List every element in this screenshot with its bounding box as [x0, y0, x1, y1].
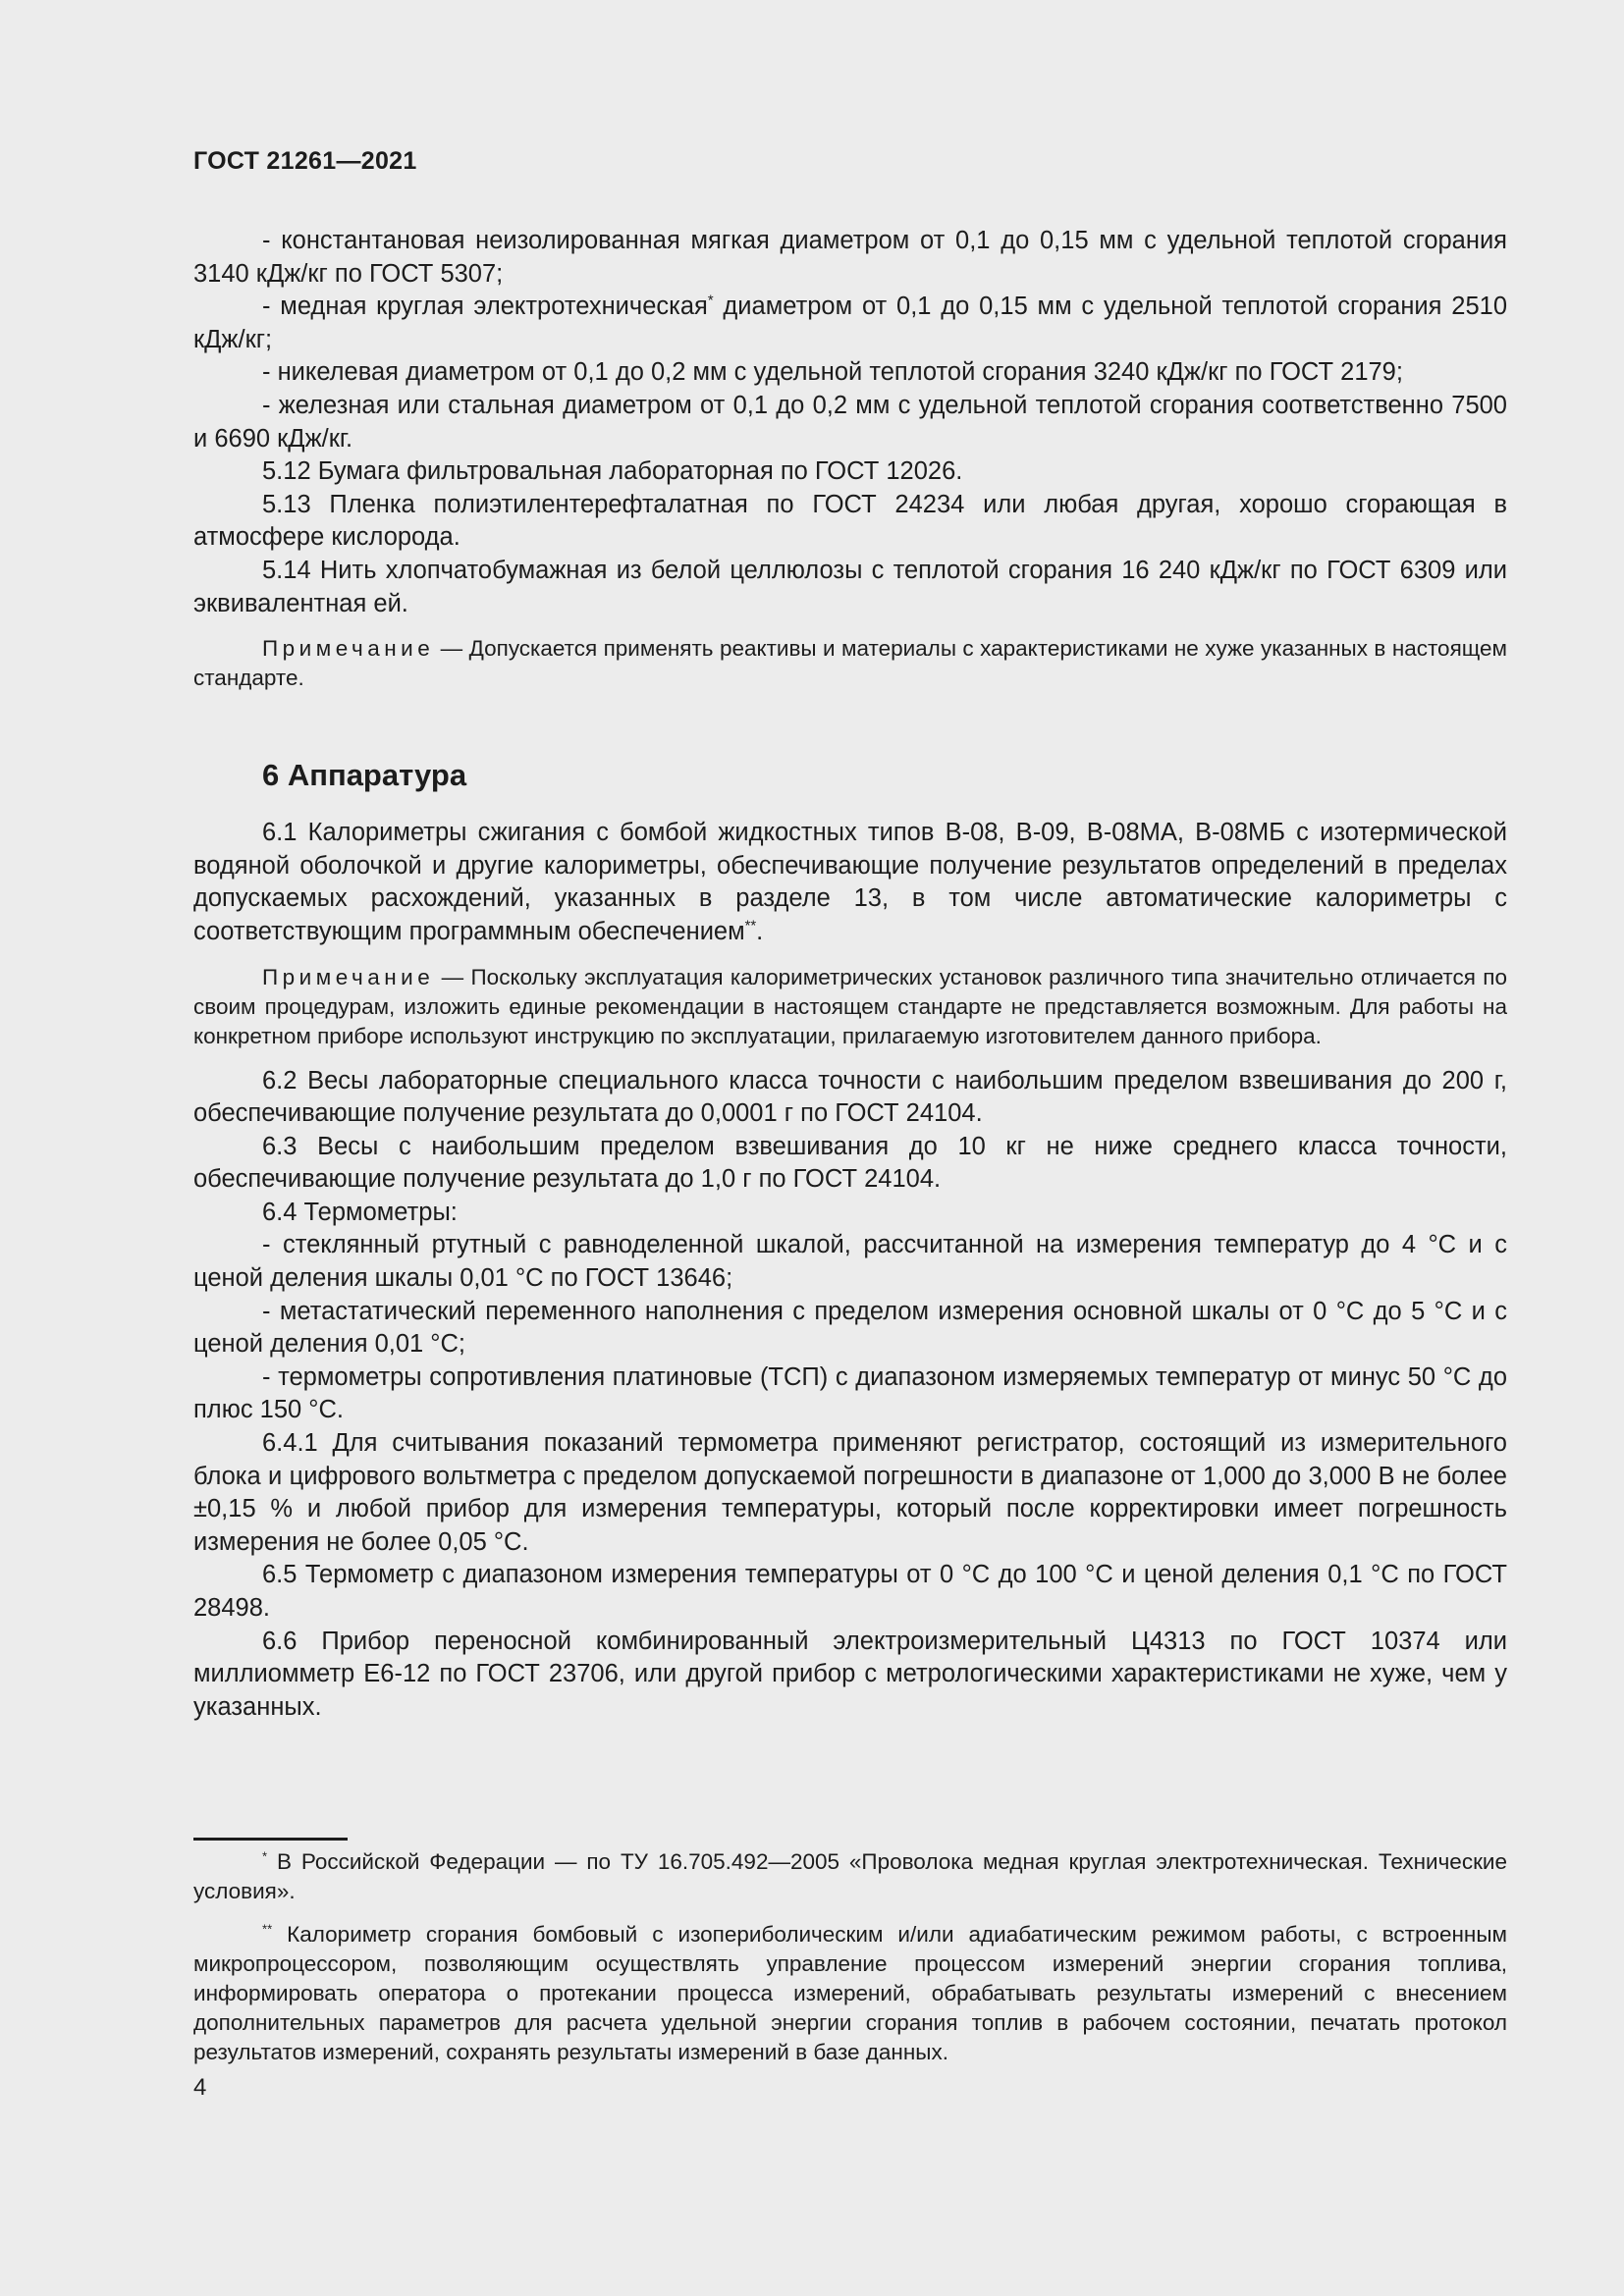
footnote-text: В Российской Федерации — по ТУ 16.705.492—2005 «Проволока медная круглая электротехническая. Технические условия». — [193, 1849, 1507, 1903]
clause-6-3: 6.3 Весы с наибольшим пределом взвешивания до 10 кг не ниже среднего класса точности, обеспечивающие получение результата до 1,0 г по ГОСТ 24104. — [193, 1132, 1507, 1194]
clause-6-2: 6.2 Весы лабораторные специального класса точности с наибольшим пределом взвешивания до 200 г, обеспечивающие получение результата до 0,0001 г по ГОСТ 24104. — [193, 1066, 1507, 1128]
thermometer-item-metastatic: - метастатический переменного наполнения с пределом измерения основной шкалы от 0 °С до 5 °С и с ценой деления 0,01 °С; — [193, 1297, 1507, 1359]
clause-6-4: 6.4 Термометры: — [262, 1198, 458, 1226]
wire-item-copper-text: - медная круглая электротехническая — [262, 293, 708, 321]
footnote-2 — [193, 1920, 1507, 2067]
wire-item-copper-text-end: диаметром от 0,1 до 0,15 мм с удельной теплотой сгорания 2510 кДж/кг; — [193, 293, 1508, 353]
footnote-ref-1[interactable]: * — [707, 293, 714, 309]
footnote-divider — [193, 1838, 348, 1841]
clause-5-13: 5.13 Пленка полиэтилентерефталатная по ГОСТ 24234 или любая другая, хорошо сгорающая в атмосфере кислорода. — [193, 490, 1507, 552]
clause-6-6: 6.6 Прибор переносной комбинированный электроизмерительный Ц4313 по ГОСТ 10374 или миллиомметр Е6-12 по ГОСТ 23706, или другой прибор с метрологическими характеристиками не хуже, чем у указанных. — [193, 1627, 1507, 1721]
section-heading: 6 Аппаратура — [262, 758, 467, 793]
footnote-1 — [193, 1847, 1507, 1906]
footnote-mark: * — [262, 1848, 268, 1864]
note-text: — Поскольку эксплуатация калориметрических установок различного типа значительно отличается по своим процедурам, изложить единые рекомендации в настоящем стандарте не представляется возможным. Для работы на конкретном приборе используют инструкцию по эксплуатации, прилагаемую изготовителем данного прибора. — [193, 964, 1507, 1048]
note-reagents — [193, 634, 1507, 693]
footnote-text: Калориметр сгорания бомбовый с изопериболическим и/или адиабатическим режимом работы, с встроенным микропроцессором, позволяющим осуществлять управление процессом измерений энергии сгорания топлива, информировать оператора о протекании процесса измерений, обрабатывать результаты измерений с внесением дополнительных параметров для расчета удельной энергии сгорания топлив в рабочем состоянии, печатать протокол результатов измерений, сохранять результаты измерений в базе данных. — [193, 1922, 1507, 2064]
running-header: ГОСТ 21261—2021 — [193, 147, 417, 175]
wire-item-nickel: - никелевая диаметром от 0,1 до 0,2 мм с удельной теплотой сгорания 3240 кДж/кг по ГОСТ 2179; — [262, 358, 1403, 387]
footnotes — [193, 1847, 1507, 2067]
clause-6-1 — [193, 817, 1507, 948]
clause-6-1-text: 6.1 Калориметры сжигания с бомбой жидкостных типов В-08, В-09, В-08МА, В-08МБ с изотермической водяной оболочкой и другие калориметры, обеспечивающие получение результатов определений в пределах допускаемых расхождений, указанных в разделе 13, в том числе автоматические калориметры с соответствующим программным обеспечением — [193, 819, 1507, 945]
note-label: Примечание — [262, 636, 435, 662]
wire-item-iron: - железная или стальная диаметром от 0,1 до 0,2 мм с удельной теплотой сгорания соответственно 7500 и 6690 кДж/кг. — [193, 391, 1507, 453]
note-text: — Допускается применять реактивы и материалы с характеристиками не хуже указанных в настоящем стандарте. — [193, 636, 1507, 691]
page-number: 4 — [193, 2074, 207, 2101]
footnote-mark: ** — [262, 1921, 273, 1937]
page-body — [193, 225, 1507, 1724]
wire-item-constantan: - константановая неизолированная мягкая диаметром от 0,1 до 0,15 мм с удельной теплотой сгорания 3140 кДж/кг по ГОСТ 5307; — [193, 227, 1507, 288]
clause-6-1-end: . — [756, 917, 764, 945]
note-label: Примечание — [262, 964, 435, 989]
thermometer-item-platinum: - термометры сопротивления платиновые (ТСП) с диапазоном измеряемых температур от минус 50 °С до плюс 150 °С. — [193, 1362, 1507, 1424]
clause-6-4-1: 6.4.1 Для считывания показаний термометра применяют регистратор, состоящий из измерительного блока и цифрового вольтметра с пределом допускаемой погрешности в диапазоне от 1,000 до 3,000 В не более ±0,15 % и любой прибор для измерения температуры, который после корректировки имеет погрешность измерения не более 0,05 °С. — [193, 1429, 1507, 1556]
clause-5-12: 5.12 Бумага фильтровальная лабораторная по ГОСТ 12026. — [262, 457, 963, 486]
thermometer-item-mercury: - стеклянный ртутный с равноделенной шкалой, рассчитанной на измерения температур до 4 °С и с ценой деления шкалы 0,01 °С по ГОСТ 13646; — [193, 1231, 1507, 1293]
note-calorimeters — [193, 963, 1507, 1051]
clause-6-5: 6.5 Термометр с диапазоном измерения температуры от 0 °С до 100 °С и ценой деления 0,1 °С по ГОСТ 28498. — [193, 1561, 1507, 1622]
clause-5-14: 5.14 Нить хлопчатобумажная из белой целлюлозы с теплотой сгорания 16 240 кДж/кг по ГОСТ 6309 или эквивалентная ей. — [193, 556, 1507, 617]
wire-item-copper — [193, 291, 1507, 356]
footnote-ref-2[interactable]: ** — [744, 918, 757, 934]
